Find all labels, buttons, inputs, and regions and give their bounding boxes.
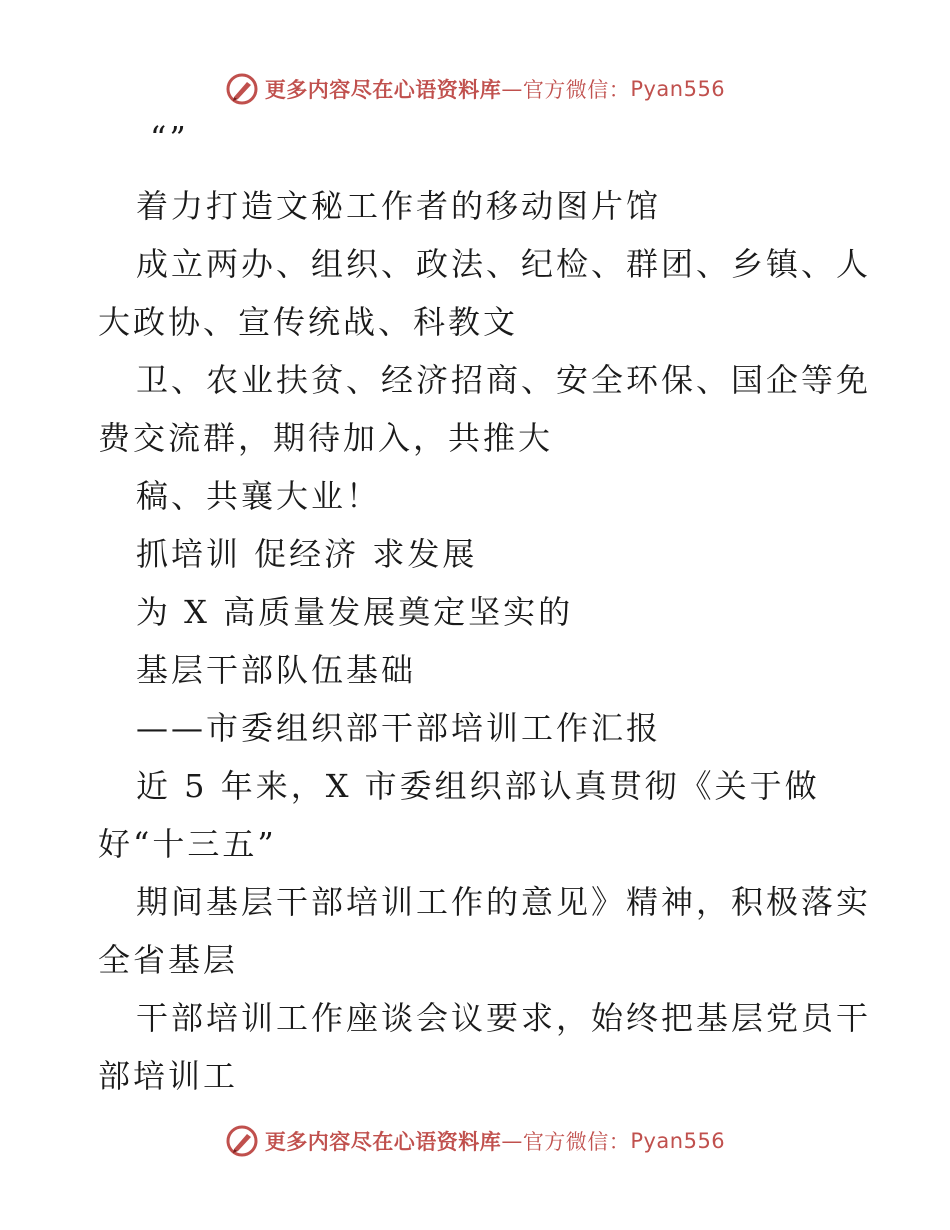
text-line: 稿、共襄大业！	[136, 477, 382, 515]
heading-line: 为 X 高质量发展奠定坚实的	[136, 593, 574, 631]
text-line: 费交流群，期待加入，共推大	[98, 419, 554, 457]
watermark-wechat-id: Pyan556	[630, 77, 726, 101]
watermark-separator: —	[501, 1129, 523, 1153]
watermark-title: 更多内容尽在心语资料库	[264, 1130, 502, 1154]
text-line: 部培训工	[98, 1057, 239, 1095]
text-line: 大政协、宣传统战、科教文	[98, 303, 519, 341]
text-line: 干部培训工作座谈会议要求，始终把基层党员干	[136, 999, 872, 1037]
text-line: 着力打造文秘工作者的移动图片馆	[136, 187, 662, 225]
pen-logo-icon	[225, 1124, 259, 1158]
subtitle-line: ——市委组织部干部培训工作汇报	[136, 709, 662, 747]
heading-line: 基层干部队伍基础	[136, 651, 417, 689]
watermark-wechat-id: Pyan556	[630, 1129, 726, 1153]
footer-watermark	[0, 1124, 950, 1158]
text-line: 好“十三五”	[98, 825, 277, 863]
watermark-wechat-label: 官方微信：	[522, 1130, 631, 1154]
text-line: 期间基层干部培训工作的意见》精神，积极落实	[136, 883, 872, 921]
pen-logo-icon	[225, 72, 259, 106]
text-line: 卫、农业扶贫、经济招商、安全环保、国企等免	[136, 361, 872, 399]
text-line: 全省基层	[98, 941, 239, 979]
header-watermark	[0, 72, 950, 106]
text-line: 近 5 年来，X 市委组织部认真贯彻《关于做	[136, 767, 820, 805]
watermark-wechat-label: 官方微信：	[522, 78, 631, 102]
text-line: 成立两办、组织、政法、纪检、群团、乡镇、人	[136, 245, 872, 283]
watermark-separator: —	[501, 77, 523, 101]
watermark-title: 更多内容尽在心语资料库	[264, 78, 502, 102]
quote-marks: “”	[150, 119, 189, 157]
heading-line: 抓培训 促经济 求发展	[136, 535, 478, 573]
